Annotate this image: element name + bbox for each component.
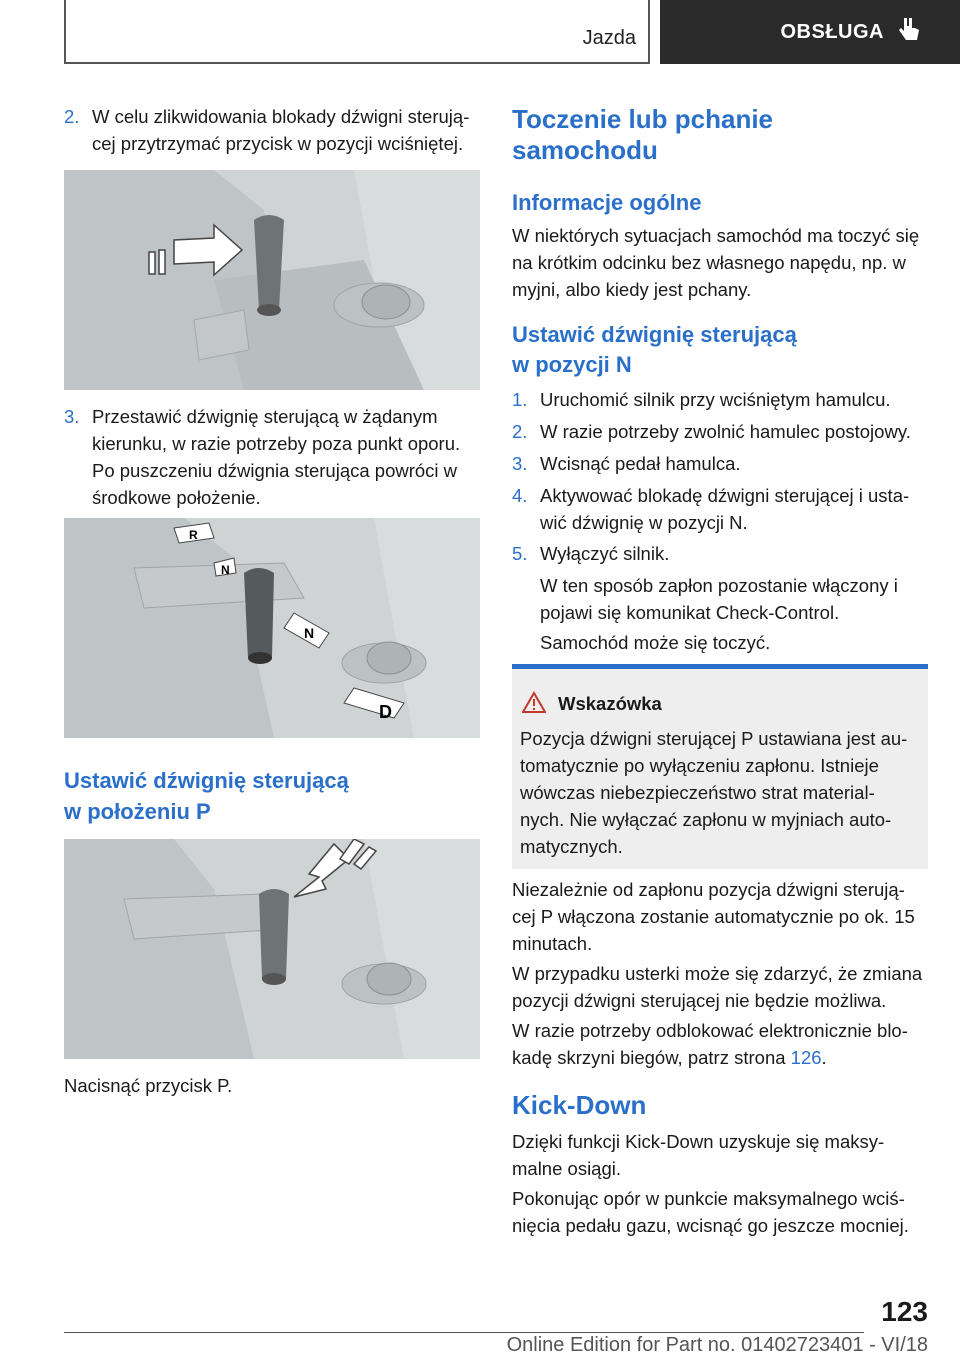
step-text: Wcisnąć pedał hamulca. [540, 453, 741, 474]
chapter-label: OBSŁUGA [780, 20, 884, 43]
step-number: 3. [512, 453, 528, 474]
n-step-4 [512, 482, 928, 536]
step-number: 3. [64, 406, 80, 427]
press-p-text: Nacisnąć przycisk P. [64, 1075, 233, 1096]
title-line1: Toczenie lub pchanie [512, 104, 774, 134]
step-text: W razie potrzeby zwolnić hamulec postojowy. [540, 421, 911, 442]
kickdown-title: Kick-Down [512, 1090, 647, 1120]
kickdown-text-1: Dzięki funkcji Kick-Down uzyskuje się maksy-malne osiągi. [512, 1131, 885, 1179]
page-number: 123 [881, 1296, 928, 1327]
n-step-5 [512, 540, 928, 567]
step5-extra-1: W ten sposób zapłon pozostanie włączony i pojawi się komunikat Check-Control. [540, 575, 898, 623]
step-text: Uruchomić silnik przy wciśniętym hamulcu. [540, 389, 891, 410]
title-line2: samochodu [512, 135, 658, 165]
footer-text: Online Edition for Part no. 01402723401 - VI/18 [506, 1334, 928, 1356]
n-step-2 [512, 418, 928, 445]
subheading-general: Informacje ogólne [512, 190, 702, 215]
step-text: Aktywować blokadę dźwigni sterującej i usta-wić dźwignię w pozycji N. [540, 485, 910, 533]
gear-lever-positions-image [64, 518, 480, 738]
subheading-n-line2: w pozycji N [512, 352, 632, 377]
section-title: Jazda [582, 27, 636, 49]
heading-park-line2: w położeniu P [64, 799, 211, 824]
para-auto-p: Niezależnie od zapłonu pozycja dźwigni sterują-cej P włączona zostanie automatycznie po ok. 15 minutach. [512, 879, 915, 954]
step-number: 4. [512, 485, 528, 506]
warning-triangle-icon [522, 691, 546, 715]
step-text: Przestawić dźwignię sterującą w żądanym kierunku, w razie potrzeby poza punkt oporu. Po puszczeniu dźwignia sterująca powróci w środkowe położenie. [92, 406, 461, 508]
step-number: 5. [512, 543, 528, 564]
n-step-1 [512, 386, 928, 413]
header-section-box [64, 0, 650, 64]
step-3 [64, 403, 480, 511]
step-2 [64, 103, 480, 157]
para-unlock-end: . [821, 1047, 827, 1068]
label-n-top: N [221, 563, 230, 577]
heading-park-line1: Ustawić dźwignię sterującą [64, 768, 349, 793]
note-text: Pozycja dźwigni sterującej P ustawiana jest au-tomatycznie po wyłączeniu zapłonu. Istnieje wówczas niebezpieczeństwo strat material-nych. Nie wyłączać zapłonu w myjniach auto-matycznych. [520, 728, 908, 857]
label-r: R [189, 528, 198, 542]
label-d: D [379, 702, 392, 722]
note-title: Wskazówka [558, 693, 662, 714]
footer-divider [64, 1332, 864, 1333]
step-number: 2. [64, 106, 80, 127]
kickdown-text-2: Pokonując opór w punkcie maksymalnego wciś-nięcia pedału gazu, wcisnąć go jeszcze mocniej. [512, 1188, 909, 1236]
step-number: 1. [512, 389, 528, 410]
page-ref-link[interactable]: 126 [790, 1047, 822, 1068]
step-number: 2. [512, 421, 528, 442]
park-button-image [64, 839, 480, 1059]
step5-extra-2: Samochód może się toczyć. [540, 632, 771, 653]
chapter-tab[interactable] [660, 0, 960, 64]
para-unlock-text: W razie potrzeby odblokować elektronicznie blo-kadę skrzyni biegów, patrz strona [512, 1020, 908, 1068]
gear-lever-unlock-image [64, 170, 480, 390]
step-text: Wyłączyć silnik. [540, 543, 670, 564]
label-n-bottom: N [304, 625, 315, 641]
note-box [512, 664, 928, 869]
n-step-3 [512, 450, 928, 477]
general-text: W niektórych sytuacjach samochód ma toczyć się na krótkim odcinku bez własnego napędu, np. w myjni, albo kiedy jest pchany. [512, 225, 920, 300]
para-malfunction: W przypadku usterki może się zdarzyć, że zmiana pozycji dźwigni sterującej nie będzie możliwa. [512, 963, 923, 1011]
para-unlock [512, 1017, 928, 1071]
step-text: W celu zlikwidowania blokady dźwigni sterują-cej przytrzymać przycisk w pozycji wciśniętej. [92, 106, 470, 154]
hand-pointer-icon [898, 16, 920, 49]
subheading-n-line1: Ustawić dźwignię sterującą [512, 322, 797, 347]
